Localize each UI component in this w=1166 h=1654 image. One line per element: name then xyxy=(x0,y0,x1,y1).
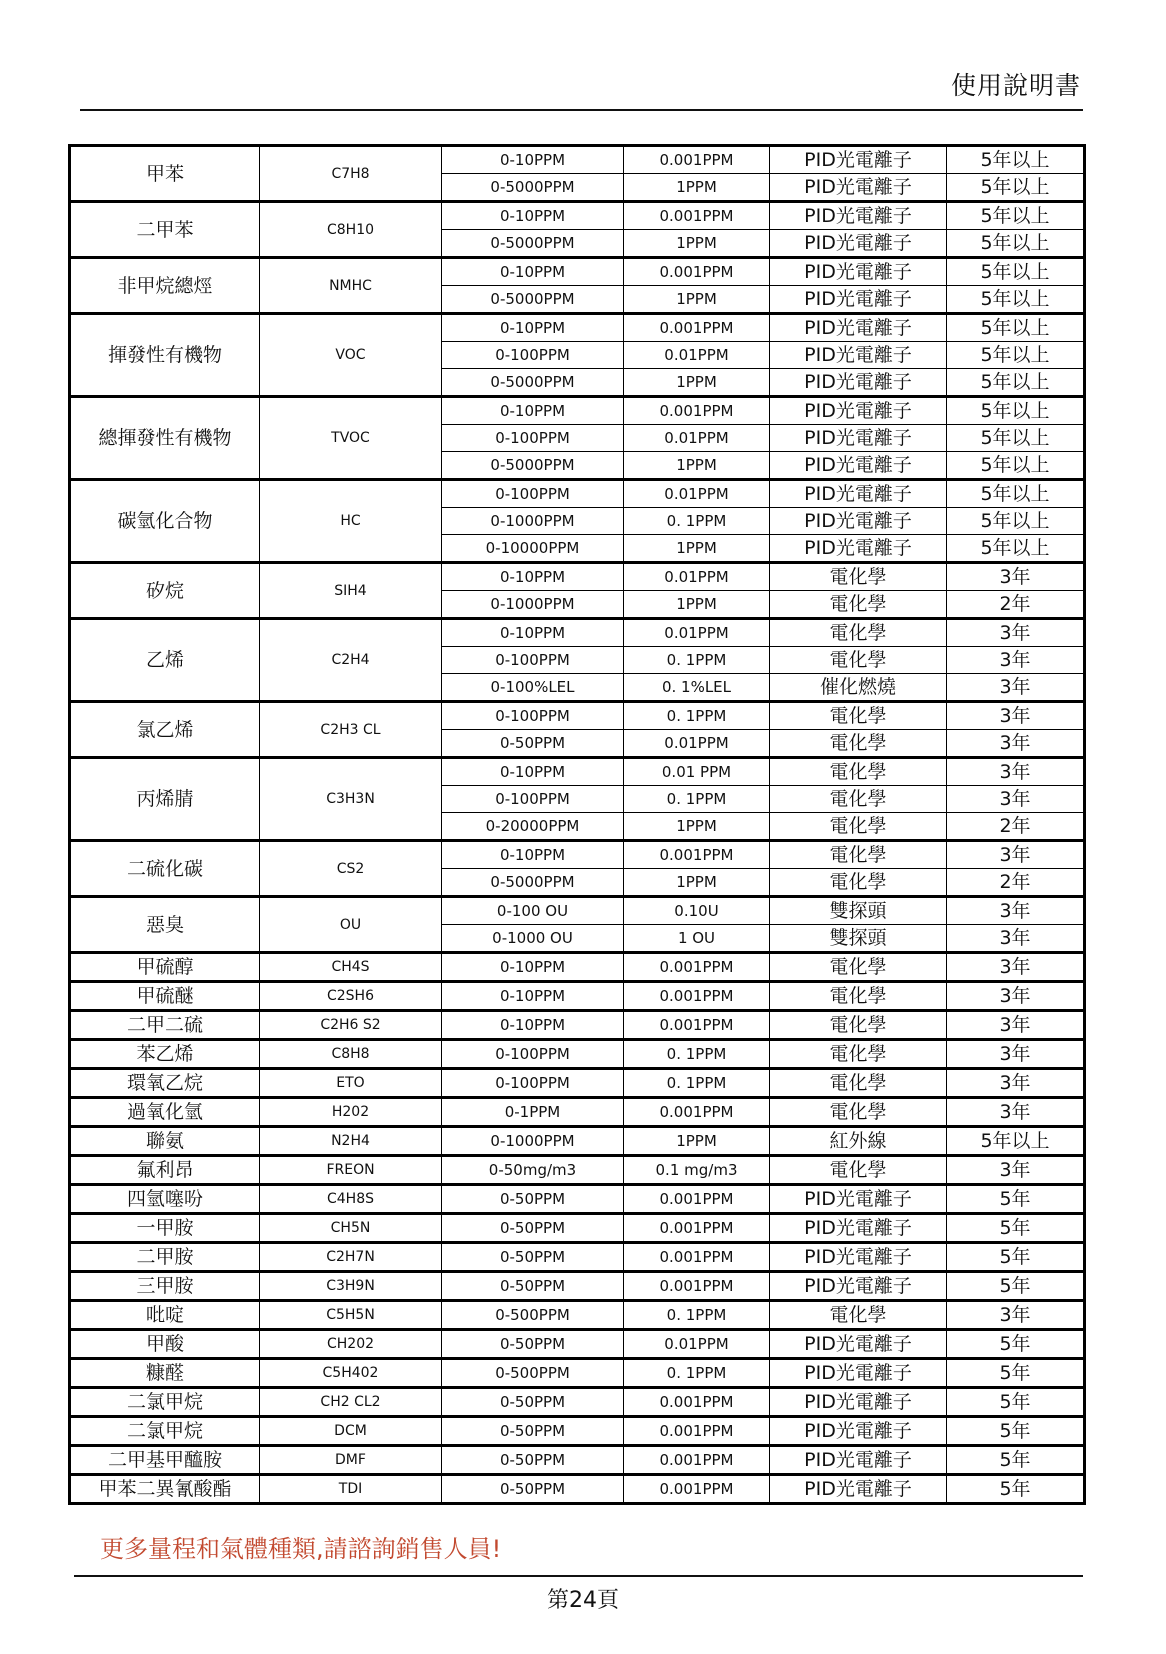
range-cell: 0-1000 OU xyxy=(442,925,624,953)
table-row xyxy=(70,314,1085,342)
gas-name-cell: 四氫噻吩 xyxy=(70,1185,260,1214)
resolution-cell: 0.01PPM xyxy=(624,425,770,452)
gas-formula-cell: OU xyxy=(260,897,442,953)
sensor-cell: 電化學 xyxy=(770,758,947,786)
resolution-cell: 0.001PPM xyxy=(624,1214,770,1243)
resolution-cell: 0.001PPM xyxy=(624,1446,770,1475)
table-row xyxy=(70,1040,1085,1069)
range-cell: 0-10PPM xyxy=(442,314,624,342)
range-cell: 0-50PPM xyxy=(442,1417,624,1446)
range-cell: 0-50PPM xyxy=(442,1330,624,1359)
lifespan-cell: 3年 xyxy=(947,563,1085,591)
sales-contact-note: 更多量程和氣體種類,請諮詢銷售人員! xyxy=(100,1535,502,1563)
resolution-cell: 0.01PPM xyxy=(624,1330,770,1359)
resolution-cell: 1PPM xyxy=(624,369,770,397)
gas-name-cell: 非甲烷總烴 xyxy=(70,258,260,314)
range-cell: 0-5000PPM xyxy=(442,230,624,258)
lifespan-cell: 3年 xyxy=(947,1156,1085,1185)
lifespan-cell: 3年 xyxy=(947,982,1085,1011)
gas-formula-cell: N2H4 xyxy=(260,1127,442,1156)
sensor-cell: PID光電離子 xyxy=(770,174,947,202)
range-cell: 0-10PPM xyxy=(442,758,624,786)
resolution-cell: 0.001PPM xyxy=(624,202,770,230)
resolution-cell: 0.001PPM xyxy=(624,314,770,342)
resolution-cell: 0.001PPM xyxy=(624,1098,770,1127)
resolution-cell: 1PPM xyxy=(624,813,770,841)
lifespan-cell: 5年 xyxy=(947,1446,1085,1475)
lifespan-cell: 3年 xyxy=(947,1011,1085,1040)
resolution-cell: 1PPM xyxy=(624,230,770,258)
resolution-cell: 0.10U xyxy=(624,897,770,925)
sensor-cell: 電化學 xyxy=(770,1156,947,1185)
lifespan-cell: 3年 xyxy=(947,786,1085,813)
resolution-cell: 0.001PPM xyxy=(624,1243,770,1272)
header-divider xyxy=(80,109,1083,111)
sensor-cell: PID光電離子 xyxy=(770,1272,947,1301)
lifespan-cell: 3年 xyxy=(947,1301,1085,1330)
sensor-cell: 電化學 xyxy=(770,702,947,730)
resolution-cell: 0. 1PPM xyxy=(624,702,770,730)
lifespan-cell: 5年 xyxy=(947,1475,1085,1504)
resolution-cell: 0.001PPM xyxy=(624,1185,770,1214)
lifespan-cell: 5年以上 xyxy=(947,369,1085,397)
resolution-cell: 0. 1PPM xyxy=(624,1069,770,1098)
range-cell: 0-50PPM xyxy=(442,1214,624,1243)
gas-name-cell: 甲苯二異氰酸酯 xyxy=(70,1475,260,1504)
range-cell: 0-100PPM xyxy=(442,702,624,730)
table-row xyxy=(70,1098,1085,1127)
lifespan-cell: 5年以上 xyxy=(947,397,1085,425)
table-row xyxy=(70,1069,1085,1098)
gas-table-body xyxy=(70,146,1085,1504)
resolution-cell: 1 OU xyxy=(624,925,770,953)
sensor-cell: PID光電離子 xyxy=(770,535,947,563)
lifespan-cell: 3年 xyxy=(947,897,1085,925)
lifespan-cell: 3年 xyxy=(947,758,1085,786)
lifespan-cell: 5年 xyxy=(947,1359,1085,1388)
sensor-cell: PID光電離子 xyxy=(770,508,947,535)
lifespan-cell: 3年 xyxy=(947,730,1085,758)
sensor-cell: 電化學 xyxy=(770,953,947,982)
range-cell: 0-100PPM xyxy=(442,342,624,369)
range-cell: 0-5000PPM xyxy=(442,174,624,202)
lifespan-cell: 3年 xyxy=(947,1098,1085,1127)
sensor-cell: 電化學 xyxy=(770,619,947,647)
gas-name-cell: 甲硫醚 xyxy=(70,982,260,1011)
range-cell: 0-1000PPM xyxy=(442,508,624,535)
sensor-cell: 電化學 xyxy=(770,869,947,897)
sensor-cell: PID光電離子 xyxy=(770,286,947,314)
table-row xyxy=(70,1185,1085,1214)
sensor-cell: PID光電離子 xyxy=(770,258,947,286)
sensor-cell: 電化學 xyxy=(770,1040,947,1069)
lifespan-cell: 5年以上 xyxy=(947,535,1085,563)
range-cell: 0-1PPM xyxy=(442,1098,624,1127)
lifespan-cell: 5年以上 xyxy=(947,452,1085,480)
table-row xyxy=(70,1359,1085,1388)
sensor-cell: PID光電離子 xyxy=(770,1417,947,1446)
gas-name-cell: 矽烷 xyxy=(70,563,260,619)
gas-name-cell: 二甲二硫 xyxy=(70,1011,260,1040)
sensor-cell: PID光電離子 xyxy=(770,1330,947,1359)
range-cell: 0-10PPM xyxy=(442,953,624,982)
gas-formula-cell: C3H3N xyxy=(260,758,442,841)
range-cell: 0-10PPM xyxy=(442,563,624,591)
range-cell: 0-10PPM xyxy=(442,841,624,869)
resolution-cell: 1PPM xyxy=(624,286,770,314)
resolution-cell: 0. 1%LEL xyxy=(624,674,770,702)
gas-formula-cell: C5H5N xyxy=(260,1301,442,1330)
gas-formula-cell: ETO xyxy=(260,1069,442,1098)
gas-name-cell: 乙烯 xyxy=(70,619,260,702)
gas-name-cell: 二氯甲烷 xyxy=(70,1388,260,1417)
table-row xyxy=(70,953,1085,982)
lifespan-cell: 5年以上 xyxy=(947,286,1085,314)
table-row xyxy=(70,258,1085,286)
sensor-cell: PID光電離子 xyxy=(770,314,947,342)
table-row xyxy=(70,1127,1085,1156)
range-cell: 0-5000PPM xyxy=(442,369,624,397)
table-row xyxy=(70,1417,1085,1446)
gas-formula-cell: CH2 CL2 xyxy=(260,1388,442,1417)
sensor-cell: PID光電離子 xyxy=(770,202,947,230)
gas-name-cell: 過氧化氫 xyxy=(70,1098,260,1127)
table-row xyxy=(70,563,1085,591)
gas-name-cell: 丙烯腈 xyxy=(70,758,260,841)
gas-name-cell: 氟利昂 xyxy=(70,1156,260,1185)
gas-formula-cell: FREON xyxy=(260,1156,442,1185)
gas-name-cell: 揮發性有機物 xyxy=(70,314,260,397)
sensor-cell: 電化學 xyxy=(770,730,947,758)
resolution-cell: 0.01PPM xyxy=(624,730,770,758)
sensor-cell: 電化學 xyxy=(770,813,947,841)
resolution-cell: 0.1 mg/m3 xyxy=(624,1156,770,1185)
table-row xyxy=(70,1214,1085,1243)
sensor-cell: 電化學 xyxy=(770,647,947,674)
gas-formula-cell: C4H8S xyxy=(260,1185,442,1214)
table-row xyxy=(70,1156,1085,1185)
resolution-cell: 0.001PPM xyxy=(624,1272,770,1301)
resolution-cell: 0.001PPM xyxy=(624,1388,770,1417)
sensor-cell: PID光電離子 xyxy=(770,425,947,452)
gas-formula-cell: HC xyxy=(260,480,442,563)
gas-name-cell: 二甲苯 xyxy=(70,202,260,258)
resolution-cell: 0.001PPM xyxy=(624,1417,770,1446)
gas-name-cell: 甲苯 xyxy=(70,146,260,202)
resolution-cell: 0.001PPM xyxy=(624,953,770,982)
sensor-cell: 電化學 xyxy=(770,563,947,591)
gas-formula-cell: NMHC xyxy=(260,258,442,314)
range-cell: 0-50PPM xyxy=(442,1272,624,1301)
range-cell: 0-1000PPM xyxy=(442,591,624,619)
range-cell: 0-5000PPM xyxy=(442,452,624,480)
sensor-cell: 電化學 xyxy=(770,591,947,619)
gas-name-cell: 甲酸 xyxy=(70,1330,260,1359)
range-cell: 0-50PPM xyxy=(442,1243,624,1272)
range-cell: 0-5000PPM xyxy=(442,869,624,897)
lifespan-cell: 5年 xyxy=(947,1417,1085,1446)
gas-formula-cell: C7H8 xyxy=(260,146,442,202)
resolution-cell: 0.01PPM xyxy=(624,563,770,591)
range-cell: 0-10PPM xyxy=(442,982,624,1011)
range-cell: 0-100PPM xyxy=(442,786,624,813)
lifespan-cell: 3年 xyxy=(947,1069,1085,1098)
resolution-cell: 1PPM xyxy=(624,591,770,619)
gas-formula-cell: C5H402 xyxy=(260,1359,442,1388)
range-cell: 0-10PPM xyxy=(442,258,624,286)
lifespan-cell: 5年 xyxy=(947,1330,1085,1359)
resolution-cell: 0.001PPM xyxy=(624,982,770,1011)
lifespan-cell: 2年 xyxy=(947,591,1085,619)
gas-spec-table xyxy=(68,144,1086,1505)
document-title: 使用說明書 xyxy=(950,71,1081,100)
resolution-cell: 0.01PPM xyxy=(624,480,770,508)
lifespan-cell: 5年以上 xyxy=(947,425,1085,452)
sensor-cell: PID光電離子 xyxy=(770,397,947,425)
sensor-cell: 雙探頭 xyxy=(770,925,947,953)
table-row xyxy=(70,897,1085,925)
range-cell: 0-500PPM xyxy=(442,1359,624,1388)
lifespan-cell: 3年 xyxy=(947,619,1085,647)
resolution-cell: 0.001PPM xyxy=(624,397,770,425)
range-cell: 0-10PPM xyxy=(442,397,624,425)
gas-formula-cell: DMF xyxy=(260,1446,442,1475)
lifespan-cell: 5年以上 xyxy=(947,146,1085,174)
resolution-cell: 0.001PPM xyxy=(624,841,770,869)
gas-formula-cell: DCM xyxy=(260,1417,442,1446)
range-cell: 0-10PPM xyxy=(442,202,624,230)
sensor-cell: PID光電離子 xyxy=(770,1359,947,1388)
sensor-cell: PID光電離子 xyxy=(770,1475,947,1504)
table-row xyxy=(70,1272,1085,1301)
table-row xyxy=(70,1243,1085,1272)
sensor-cell: 電化學 xyxy=(770,1301,947,1330)
lifespan-cell: 5年以上 xyxy=(947,342,1085,369)
table-row xyxy=(70,758,1085,786)
footer-divider xyxy=(74,1575,1083,1577)
sensor-cell: 紅外線 xyxy=(770,1127,947,1156)
sensor-cell: PID光電離子 xyxy=(770,1185,947,1214)
gas-name-cell: 吡啶 xyxy=(70,1301,260,1330)
sensor-cell: PID光電離子 xyxy=(770,342,947,369)
range-cell: 0-100PPM xyxy=(442,1040,624,1069)
table-row xyxy=(70,702,1085,730)
lifespan-cell: 5年 xyxy=(947,1185,1085,1214)
resolution-cell: 0.001PPM xyxy=(624,1011,770,1040)
table-row xyxy=(70,397,1085,425)
table-row xyxy=(70,1388,1085,1417)
range-cell: 0-10000PPM xyxy=(442,535,624,563)
gas-formula-cell: TVOC xyxy=(260,397,442,480)
range-cell: 0-100%LEL xyxy=(442,674,624,702)
table-row xyxy=(70,1475,1085,1504)
lifespan-cell: 3年 xyxy=(947,953,1085,982)
resolution-cell: 0. 1PPM xyxy=(624,647,770,674)
range-cell: 0-10PPM xyxy=(442,1011,624,1040)
gas-formula-cell: CS2 xyxy=(260,841,442,897)
resolution-cell: 1PPM xyxy=(624,1127,770,1156)
lifespan-cell: 5年以上 xyxy=(947,1127,1085,1156)
lifespan-cell: 5年以上 xyxy=(947,258,1085,286)
table-row xyxy=(70,1446,1085,1475)
range-cell: 0-1000PPM xyxy=(442,1127,624,1156)
range-cell: 0-10PPM xyxy=(442,146,624,174)
lifespan-cell: 5年 xyxy=(947,1272,1085,1301)
range-cell: 0-100PPM xyxy=(442,1069,624,1098)
resolution-cell: 1PPM xyxy=(624,174,770,202)
gas-name-cell: 環氧乙烷 xyxy=(70,1069,260,1098)
table-row xyxy=(70,619,1085,647)
range-cell: 0-100PPM xyxy=(442,480,624,508)
lifespan-cell: 5年 xyxy=(947,1214,1085,1243)
lifespan-cell: 2年 xyxy=(947,813,1085,841)
sensor-cell: PID光電離子 xyxy=(770,1388,947,1417)
resolution-cell: 0.01 PPM xyxy=(624,758,770,786)
sensor-cell: PID光電離子 xyxy=(770,230,947,258)
gas-formula-cell: C2H6 S2 xyxy=(260,1011,442,1040)
gas-formula-cell: C2H7N xyxy=(260,1243,442,1272)
sensor-cell: 雙探頭 xyxy=(770,897,947,925)
sensor-cell: PID光電離子 xyxy=(770,480,947,508)
gas-name-cell: 聯氨 xyxy=(70,1127,260,1156)
table-row xyxy=(70,1330,1085,1359)
lifespan-cell: 3年 xyxy=(947,702,1085,730)
gas-name-cell: 苯乙烯 xyxy=(70,1040,260,1069)
gas-formula-cell: CH4S xyxy=(260,953,442,982)
gas-formula-cell: SIH4 xyxy=(260,563,442,619)
sensor-cell: 電化學 xyxy=(770,982,947,1011)
resolution-cell: 0. 1PPM xyxy=(624,786,770,813)
lifespan-cell: 5年以上 xyxy=(947,480,1085,508)
gas-name-cell: 惡臭 xyxy=(70,897,260,953)
gas-formula-cell: TDI xyxy=(260,1475,442,1504)
gas-name-cell: 糠醛 xyxy=(70,1359,260,1388)
range-cell: 0-100PPM xyxy=(442,647,624,674)
gas-formula-cell: C8H8 xyxy=(260,1040,442,1069)
lifespan-cell: 5年以上 xyxy=(947,202,1085,230)
gas-name-cell: 氯乙烯 xyxy=(70,702,260,758)
sensor-cell: 催化燃燒 xyxy=(770,674,947,702)
sensor-cell: PID光電離子 xyxy=(770,452,947,480)
lifespan-cell: 3年 xyxy=(947,674,1085,702)
sensor-cell: PID光電離子 xyxy=(770,1243,947,1272)
resolution-cell: 0.001PPM xyxy=(624,1475,770,1504)
range-cell: 0-10PPM xyxy=(442,619,624,647)
range-cell: 0-50mg/m3 xyxy=(442,1156,624,1185)
gas-name-cell: 一甲胺 xyxy=(70,1214,260,1243)
table-row xyxy=(70,202,1085,230)
gas-name-cell: 二甲胺 xyxy=(70,1243,260,1272)
range-cell: 0-500PPM xyxy=(442,1301,624,1330)
sensor-cell: PID光電離子 xyxy=(770,1214,947,1243)
resolution-cell: 0. 1PPM xyxy=(624,1359,770,1388)
sensor-cell: PID光電離子 xyxy=(770,146,947,174)
sensor-cell: PID光電離子 xyxy=(770,1446,947,1475)
gas-formula-cell: C2H3 CL xyxy=(260,702,442,758)
table-row xyxy=(70,146,1085,174)
gas-formula-cell: C2H4 xyxy=(260,619,442,702)
gas-name-cell: 二硫化碳 xyxy=(70,841,260,897)
lifespan-cell: 5年以上 xyxy=(947,174,1085,202)
lifespan-cell: 3年 xyxy=(947,1040,1085,1069)
lifespan-cell: 5年 xyxy=(947,1243,1085,1272)
sensor-cell: 電化學 xyxy=(770,841,947,869)
range-cell: 0-5000PPM xyxy=(442,286,624,314)
range-cell: 0-50PPM xyxy=(442,1185,624,1214)
range-cell: 0-50PPM xyxy=(442,1388,624,1417)
table-row xyxy=(70,1301,1085,1330)
resolution-cell: 1PPM xyxy=(624,869,770,897)
lifespan-cell: 5年以上 xyxy=(947,314,1085,342)
gas-formula-cell: C2SH6 xyxy=(260,982,442,1011)
resolution-cell: 0.001PPM xyxy=(624,258,770,286)
range-cell: 0-20000PPM xyxy=(442,813,624,841)
lifespan-cell: 3年 xyxy=(947,925,1085,953)
gas-formula-cell: VOC xyxy=(260,314,442,397)
lifespan-cell: 5年 xyxy=(947,1388,1085,1417)
range-cell: 0-100 OU xyxy=(442,897,624,925)
table-row xyxy=(70,841,1085,869)
range-cell: 0-50PPM xyxy=(442,730,624,758)
gas-name-cell: 二甲基甲醯胺 xyxy=(70,1446,260,1475)
gas-formula-cell: CH202 xyxy=(260,1330,442,1359)
sensor-cell: 電化學 xyxy=(770,1011,947,1040)
resolution-cell: 0.01PPM xyxy=(624,619,770,647)
lifespan-cell: 5年以上 xyxy=(947,230,1085,258)
gas-formula-cell: CH5N xyxy=(260,1214,442,1243)
resolution-cell: 1PPM xyxy=(624,535,770,563)
resolution-cell: 0. 1PPM xyxy=(624,1040,770,1069)
table-row xyxy=(70,480,1085,508)
table-row xyxy=(70,1011,1085,1040)
gas-formula-cell: C3H9N xyxy=(260,1272,442,1301)
range-cell: 0-50PPM xyxy=(442,1475,624,1504)
resolution-cell: 0. 1PPM xyxy=(624,1301,770,1330)
sensor-cell: PID光電離子 xyxy=(770,369,947,397)
gas-name-cell: 二氯甲烷 xyxy=(70,1417,260,1446)
page-number: 第24頁 xyxy=(547,1588,619,1613)
gas-name-cell: 總揮發性有機物 xyxy=(70,397,260,480)
resolution-cell: 0.01PPM xyxy=(624,342,770,369)
sensor-cell: 電化學 xyxy=(770,1069,947,1098)
gas-formula-cell: C8H10 xyxy=(260,202,442,258)
table-row xyxy=(70,982,1085,1011)
gas-name-cell: 三甲胺 xyxy=(70,1272,260,1301)
gas-name-cell: 甲硫醇 xyxy=(70,953,260,982)
sensor-cell: 電化學 xyxy=(770,1098,947,1127)
gas-name-cell: 碳氫化合物 xyxy=(70,480,260,563)
lifespan-cell: 5年以上 xyxy=(947,508,1085,535)
sensor-cell: 電化學 xyxy=(770,786,947,813)
resolution-cell: 0.001PPM xyxy=(624,146,770,174)
resolution-cell: 0. 1PPM xyxy=(624,508,770,535)
lifespan-cell: 3年 xyxy=(947,647,1085,674)
range-cell: 0-100PPM xyxy=(442,425,624,452)
lifespan-cell: 2年 xyxy=(947,869,1085,897)
gas-formula-cell: H202 xyxy=(260,1098,442,1127)
range-cell: 0-50PPM xyxy=(442,1446,624,1475)
lifespan-cell: 3年 xyxy=(947,841,1085,869)
resolution-cell: 1PPM xyxy=(624,452,770,480)
